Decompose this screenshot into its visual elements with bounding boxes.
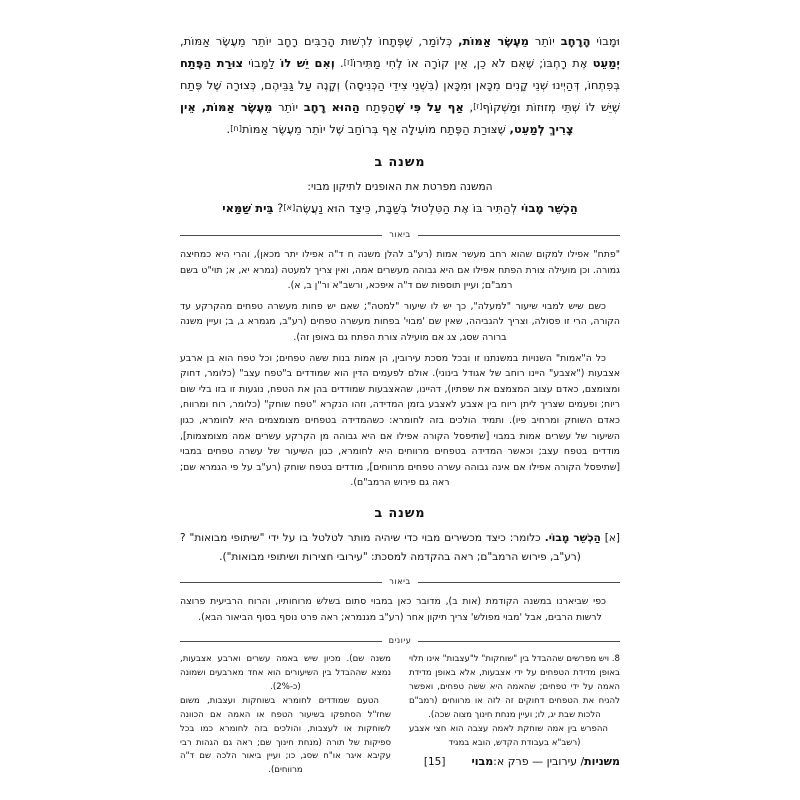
footer-tractate-title: משניות bbox=[584, 755, 620, 768]
emphasized-text: הַהוּא רָחָב bbox=[303, 100, 360, 114]
emphasized-text: הַכְשֵׁר bbox=[547, 201, 578, 215]
rule-line-left bbox=[180, 582, 382, 583]
rule-line-right bbox=[418, 582, 620, 583]
mishna-b-heading-second: משנה ב bbox=[374, 504, 426, 520]
emphasized-text: הָרָחָב bbox=[560, 34, 591, 48]
footer-chapter-name: מבוי bbox=[471, 755, 494, 768]
rule-line-left bbox=[180, 235, 382, 236]
biur-paragraph-1: "פתח" אפילו למקום שהוא רחב מעשר אמות (רע"ב להלן משנה ח ד"ה אפילו יתר מכאן), והרי היא כמחיצה גמורה. וכן מועילה צורת הפתח אפילו אם היא גבוהה מעשרים אמה, ואין צריך למעטה (גמרא יא, א; תוי"ט בשם רמב"ם; ועיין תוספות שם ד"ה איפכא, ורשב"א ור"ן ב, א). bbox=[180, 249, 620, 292]
emphasized-text: וְאִם יֵשׁ לוֹ bbox=[280, 56, 335, 70]
footnote-marker: [א] bbox=[283, 203, 296, 212]
rule-line-right bbox=[418, 235, 620, 236]
iyunim-label: עיונים bbox=[388, 635, 412, 646]
body-text: ? bbox=[273, 201, 284, 215]
mishna-b-body-first bbox=[180, 197, 620, 219]
page-footer bbox=[180, 755, 620, 768]
mishna-b-heading-first: משנה ב bbox=[374, 154, 426, 169]
mishna-b-body-second bbox=[180, 529, 620, 566]
iyunim-note: 8. ויש מפרשים שההבדל בין "שוחקות" ל"עצבות" אינו תלוי באופן מדידת הטפחים על ידי אצבעות, אלא באופן מדידת האמה על ידי טפחים; שהאמה היא ששה טפחים, ואפשר להניח את הטפחים דחוקים זה לזה או מרווחים (רמב"ם הלכות שבת יג, לו; ועיין מנחת חינוך מצוה שכה). bbox=[409, 654, 620, 720]
body-text: כלומר: כיצד מכשירים מבוי כדי שיהיה מותר לטלטל בו על ידי "שיתופי מבואות" ? (רע"ב, פירוש הרמב"ם; ראה בהקדמה למסכת: "עירובי חצירות ושיתופי מבואות"). bbox=[180, 531, 581, 563]
footnote-marker: [ח] bbox=[230, 124, 242, 133]
body-text: שֶׁצּוּרַת הַפֶּתַח מוֹעִילָה אַף בְּרוֹחַב שֶׁל יוֹתֵר מֵעֶשֶׂר אַמּוֹת bbox=[242, 122, 510, 136]
biur-separator-first bbox=[180, 230, 620, 240]
body-text: בְּפִתְחוֹ, דְּהַיְינוּ שְׁנֵי קָנִים מִכָּאן וּמִכָּאן (בִּשְׁנֵי צִידֵי הַכְּנִיסָה) וְקָנֶה עַל גַּבֵּיהֶם, כְּצוּרָה שֶׁל פֶּתַח שֶׁיֵּשׁ לוֹ שְׁתֵּי מְזוּזוֹת וּמַשְׁקוֹף bbox=[180, 78, 620, 114]
emphasized-text: מָבוֹי. bbox=[544, 531, 570, 544]
iyunim-note: הטעם שמודדים לחומרא בשוחקות ועצבות, משום שחז"ל הסתפקו בשיעור הטפח או האמה אם הכוונה לשוחקות או לעצבות, והולכים בזה לחומרא כמו בכל ספיקות של תורה (מנחת חינוך שם; ראה גם הגהות רבי עקיבא איגר או"ח שסג, כו; ועיין ביאור הלכה שם ד"ה מרווחים). bbox=[180, 696, 391, 776]
footnote-marker: [ז] bbox=[473, 102, 483, 111]
body-text: הַפֶּתַח bbox=[359, 100, 396, 114]
emphasized-text: הַכְשֵׁר bbox=[573, 531, 601, 544]
footnote-marker: [ז] bbox=[343, 58, 354, 67]
emphasized-text: מֵעֶשֶׂר אַמּוֹת, bbox=[458, 34, 530, 48]
iyunim-separator bbox=[180, 636, 620, 646]
emphasized-text: בֵּית שַׁמַּאי bbox=[222, 201, 274, 215]
biur-paragraph-second: כפי שביארנו במשנה הקודמת (אות ב), מדובר כאן במבוי סתום בשלש מרוחותיו, והרוח הרביעית פרוצה לרשות הרבים, אבל 'מבוי מפולש' צריך תיקון אחר (רע"ב מגנמרא; ראה פרט נוסף בסוף הביאור הבא). bbox=[180, 596, 606, 623]
biur-label-second: ביאור bbox=[389, 576, 411, 587]
body-text: . bbox=[334, 56, 344, 70]
rule-line-left bbox=[180, 641, 382, 642]
body-text: כְּלוֹמַר, שֶׁפְּתָחוֹ לִרְשׁוּת הָרַבִּים רָחָב יוֹתֵר מֵעֶשֶׂר אַמּוֹת, bbox=[180, 34, 459, 48]
body-text: , bbox=[463, 100, 474, 114]
biur-separator-second bbox=[180, 577, 620, 587]
body-text: לְהַתִּיר בּוֹ אֶת הַטִּלְטוּל בְּשַׁבָּת, כֵּיצַד הוּא נַעֲשֶׂה bbox=[295, 201, 522, 215]
page-number: [15] bbox=[423, 756, 446, 768]
rule-line-right bbox=[418, 641, 620, 642]
top-mishna-paragraph bbox=[180, 30, 620, 140]
body-text: . bbox=[226, 122, 231, 136]
body-text: [א] bbox=[600, 531, 620, 544]
biur-label: ביאור bbox=[389, 229, 411, 239]
emphasized-text: מָבוֹי bbox=[521, 201, 544, 215]
emphasized-text: צוּרַת הַפֶּתַח bbox=[180, 56, 244, 70]
biur-paragraph-3: כל ה"אמות" השנויות במשנתנו זו ובכל מסכת עירובין, הן אמות בנות ששה טפחים; וכל טפח הוא בן ארבע אצבעות ("אצבע" היינו רוחב של אגודל בינוני). אולם לפעמים הדין הוא שמודדים ב"טפח עצב" (כלומר, דחוק ומצומצם, כאדם עצוב המצמצם את שפתיו), דהיינו, שהאצבעות שמודדים בהן את הטפח, נוגעות זו בזו בלי שום ריוח; ופעמים שצריך ליתן ריוח בין אצבע לאצבע בזמן המדידה, וזהו הנקרא "טפח שוחק" (כלומר, רוח ומרווח, כאדם השוחק ומרחיב פיו). ותמיד הולכים בזה לחומרא: כשהמדידה בטפחים מצומצמים היא לחומרא, כגון השיעור של עשרים אמות במבוי [שתיפסל הקורה אפילו אם היא גבוהה מן הקרקע עשרים אמה מצומצמות], מודדים בטפח עצב; וכאשר המדידה בטפחים מרווחים היא לחומרא, כגון השיעור של עשרה טפחים במבוי [שתיפסל הקורה אפילו אם אינה גבוהה עשרה טפחים מרווחים], מודדים בטפח שוחק (רע"ב על פי הגמרא שם; ראה גם פירוש הרמב"ם). bbox=[180, 352, 620, 489]
body-text: יוֹתֵר bbox=[529, 34, 561, 48]
emphasized-text: יְמַעֵט bbox=[592, 56, 620, 70]
emphasized-text: אַף עַל פִּי שֶׁ bbox=[395, 100, 464, 114]
body-text: יוֹתֵר bbox=[272, 100, 304, 114]
iyunim-note: משנה שם). מכיון שיש באמה עשרים וארבע אצבעות, נמצא שההבדל בין השיעורים הוא אחד מארבעים ושמונה (כ-2%). bbox=[180, 654, 391, 693]
emphasized-text: מֵעֶשֶׂר אַמּוֹת, אֵין צָרִיךְ לְמַעֵט, bbox=[180, 100, 574, 136]
biur-paragraph-2: כשם שיש למבוי שיעור "למעלה", כך יש לו שיעור "למטה"; שאם יש פחות מעשרה טפחים מהקרקע עד הקורה, הרי זו פסולה, וצריך להגביהה, שאין שם 'מבוי' בפחות מעשרה טפחים (רע"ב, מגמרא ג, ב; ועיין משנה ברורה שסג, צג אם מועילה צורת הפתח גם באופן זה). bbox=[180, 300, 620, 343]
mishna-b-intro-first: המשנה מפרטת את האופנים לתיקון מבוי: bbox=[307, 181, 493, 193]
body-text: אֶת רָחְבּוֹ; שֶׁאִם לֹא כֵן, אֵין קוֹרָה אוֹ לֶחִי מַתִּירוֹ bbox=[353, 56, 593, 70]
footer-chapter-path: / עירובין — פרק א: bbox=[493, 755, 585, 768]
body-text: וּמָבוֹי bbox=[590, 34, 621, 48]
body-text: לַמָּבוֹי bbox=[243, 56, 281, 70]
iyunim-note: ההפרש בין אמה שוחקת לאמה עצבה הוא חצי אצבע (רשב"א בעבודת הקדש, הובא במגיד bbox=[409, 723, 608, 748]
